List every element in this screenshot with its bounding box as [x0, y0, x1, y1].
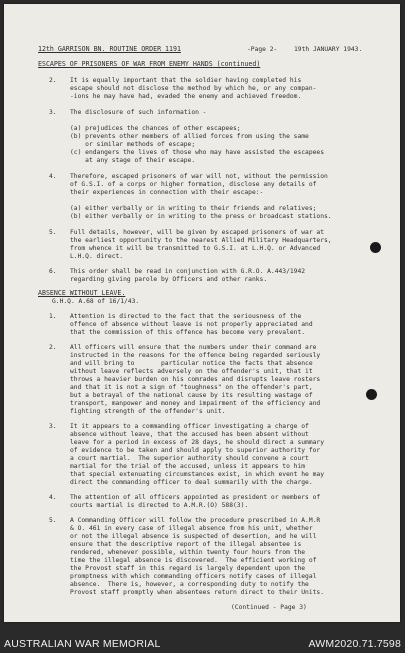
- para-line: Attention is directed to the fact that the seriousness of the: [70, 313, 302, 320]
- para-line: the Provost staff in this regard is largely dependent upon the: [70, 565, 306, 572]
- para-number: 1.: [49, 313, 57, 320]
- para-line: A Commanding Officer will follow the procedure prescribed in A.M.R: [70, 517, 321, 524]
- para-line: promptness with which commanding officers notify cases of illegal: [70, 573, 317, 580]
- footer-accession-number: AWM2020.71.7598: [308, 638, 401, 650]
- para-line: of evidence to be taken and should apply to superior authority for: [70, 447, 321, 454]
- para-number: 3.: [49, 423, 57, 430]
- punch-hole: [370, 242, 381, 253]
- para-line: escape should not disclose the method by which he, or any compan-: [70, 85, 317, 92]
- para-line: throws a heavier burden on his comrades and disrupts leave rosters: [70, 376, 321, 383]
- order-title: 12th GARRISON BN. ROUTINE ORDER 1191: [38, 45, 181, 53]
- para-number: 5.: [49, 229, 57, 236]
- list-item: (b) either verbally or in writing to the press or broadcast stations.: [70, 213, 332, 220]
- para-line: absence. There is, however, a corresponding duty to notify the: [70, 581, 309, 588]
- para-line: It is equally important that the soldier having completed his: [70, 77, 302, 84]
- para-line: from whence it will be transmitted to G.S.I. at L.H.Q. or Advanced: [70, 245, 321, 252]
- reference: G.H.Q. A.68 of 16/1/43.: [52, 298, 140, 305]
- para-line: of G.S.I. of a corps or higher formation, disclose any details of: [70, 181, 317, 188]
- para-line: & O. 461 in every case of illegal absence from his unit, whether: [70, 525, 313, 532]
- para-line: offence of absence without leave is not properly appreciated and: [70, 321, 313, 328]
- para-number: 4.: [49, 173, 57, 180]
- para-line: or not the illegal absence is suspected of desertion, and he will: [70, 533, 317, 540]
- para-line: and will bring to particular notice the facts that absence: [70, 360, 313, 367]
- para-number: 3.: [49, 109, 57, 116]
- para-line: rendered, whenever possible, within twenty four hours from the: [70, 549, 306, 556]
- para-line: a court martial. The superior authority should convene a court: [70, 455, 309, 462]
- document-page: [4, 4, 400, 622]
- punch-hole: [366, 389, 377, 400]
- list-item: (a) either verbally or in writing to their friends and relatives;: [70, 205, 317, 212]
- list-item: (b) prevents other members of allied forces from using the same: [70, 133, 309, 140]
- para-line: leave for a period in excess of 28 days, he should direct a summary: [70, 439, 325, 446]
- archive-footer: [0, 630, 405, 653]
- para-line: and that it is not a sign of "toughness" on the offender's part,: [70, 384, 313, 391]
- para-line: Full details, however, will be given by escaped prisoners of war at: [70, 229, 325, 236]
- order-date: 19th JANUARY 1943.: [294, 46, 363, 53]
- para-line: Therefore, escaped prisoners of war will not, without the permission: [70, 173, 328, 180]
- para-line: L.H.Q. direct.: [70, 253, 124, 260]
- para-number: 2.: [49, 77, 57, 84]
- para-line: The attention of all officers appointed as president or members of: [70, 494, 321, 501]
- para-line: This order shall be read in conjunction with G.R.O. A.443/1942: [70, 268, 306, 275]
- para-line: absence without leave, that the accused has been absent without: [70, 431, 309, 438]
- para-line: that the commission of this offence has become very prevalent.: [70, 329, 306, 336]
- para-line: ensure that the descriptive report of the illegal absentee is: [70, 541, 302, 548]
- section-heading-absence: ABSENCE WITHOUT LEAVE.: [38, 289, 126, 297]
- para-number: 4.: [49, 494, 57, 501]
- para-number: 5.: [49, 517, 57, 524]
- para-line: courts martial is directed to A.M.R.(O) 588(3).: [70, 502, 249, 509]
- para-line: but a betrayal of the national cause by its resulting wastage of: [70, 392, 313, 399]
- para-line: instructed in the reasons for the offence being regarded seriously: [70, 352, 321, 359]
- para-line: direct the commanding officer to deal summarily with the charge.: [70, 479, 313, 486]
- footer-institution: AUSTRALIAN WAR MEMORIAL: [4, 638, 161, 650]
- para-line: It it appears to a commanding officer investigating a charge of: [70, 423, 309, 430]
- para-line: martial for the trial of the accused, unless it appears to him: [70, 463, 306, 470]
- para-line: regarding giving parole by Officers and other ranks.: [70, 276, 268, 283]
- page-number: -Page 2-: [247, 46, 278, 53]
- para-line: time the illegal absence is discovered. The efficient working of: [70, 557, 317, 564]
- para-line: that special extenuating circumstances exist, in which event he may: [70, 471, 325, 478]
- list-item: at any stage of their escape.: [70, 157, 196, 164]
- list-item: (a) prejudices the chances of other escapees;: [70, 125, 241, 132]
- continued-note: (Continued - Page 3): [231, 604, 307, 611]
- para-line: transport, manpower and money and impairment of the efficiency and: [70, 400, 321, 407]
- section-heading-escapes: ESCAPES OF PRISONERS OF WAR FROM ENEMY HANDS (continued): [38, 60, 261, 68]
- para-line: All officers will ensure that the numbers under their command are: [70, 344, 317, 351]
- para-line: -ions he may have had, evaded the enemy and achieved freedom.: [70, 93, 302, 100]
- para-line: the earliest opportunity to the nearest Allied Military Headquarters,: [70, 237, 332, 244]
- list-item: (c) endangers the lives of those who may have assisted the escapees: [70, 149, 325, 156]
- para-number: 6.: [49, 268, 57, 275]
- para-line: without leave reflects adversely on the offender's unit, that it: [70, 368, 313, 375]
- para-line: their experiences in connection with their escape:-: [70, 189, 264, 196]
- para-line: Provost staff promptly when absentees return direct to their Units.: [70, 589, 325, 596]
- para-number: 2.: [49, 344, 57, 351]
- list-item: or similar methods of escape;: [70, 141, 196, 148]
- para-line: fighting strength of the offender's unit.: [70, 408, 226, 415]
- para-line: The disclosure of such information -: [70, 109, 207, 116]
